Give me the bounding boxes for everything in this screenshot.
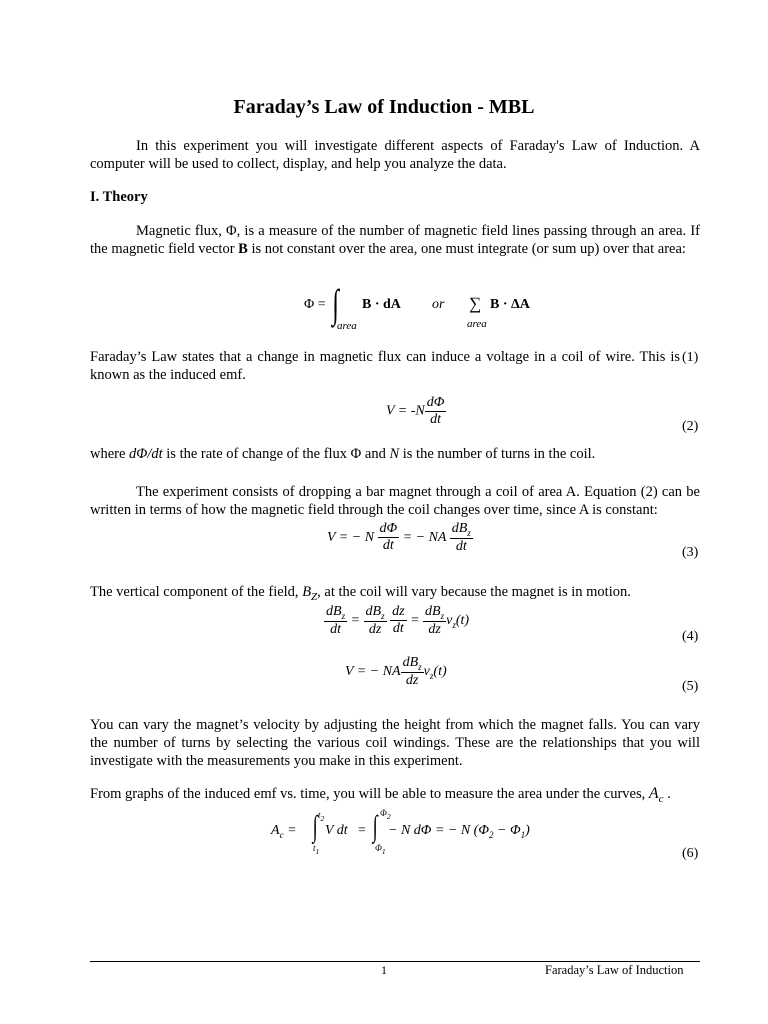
sum-sign: ∑ — [469, 294, 482, 313]
equation-5: V = − NA $\frac{dB_z}{dz}$ $v_z(t)$ — [345, 655, 447, 688]
integral-sign-2: ∫ — [372, 810, 378, 843]
footer-rule — [90, 961, 700, 962]
integral-2-lower: $\Phi_1$ — [375, 843, 386, 856]
equation-number-1: (1) — [682, 350, 699, 365]
vertical-component-paragraph: The vertical component of the field, $B_Z$, at the coil will vary because the magnet is in motion. — [90, 584, 631, 603]
section-heading-theory: I. Theory — [90, 189, 148, 205]
where-paragraph: where dΦ/dt is the rate of change of the flux Φ and N is the number of turns in the coil. — [90, 446, 596, 462]
faraday-paragraph: Faraday’s Law states that a change in magnetic flux can induce a voltage in a coil of wire. This is known as the induced emf. — [90, 349, 680, 383]
integral-1-upper: $t_2$ — [318, 810, 325, 823]
equation-number-3: (3) — [682, 545, 699, 560]
equation-1: Φ = — [304, 297, 326, 312]
graphs-paragraph: From graphs of the induced emf vs. time, you will be able to measure the area under the curves, $A_c$ . — [90, 785, 671, 805]
integral-2-body: − N dΦ = − N $(\Phi_2 - \Phi_1)$ — [388, 823, 530, 840]
integral-1-lower: $t_1$ — [313, 843, 320, 856]
or-text: or — [432, 297, 445, 312]
equation-2: V = -N $\frac{d\Phi}{dt}$ — [386, 395, 445, 427]
integral-1-body: V dt — [325, 823, 348, 838]
page-title: Faraday’s Law of Induction - MBL — [233, 96, 535, 118]
sum-term: B · ΔA — [490, 297, 530, 312]
vary-paragraph: You can vary the magnet’s velocity by adjusting the height from which the magnet falls. You can vary the number of turns by selecting the various coil windings. These are the relationships that you will investigate with the measurements you make in this experiment. — [90, 717, 700, 769]
integral-sign: ∫ — [332, 281, 339, 326]
page-number: 1 — [381, 963, 387, 977]
equation-6: $A_c$ = — [271, 823, 297, 840]
footer-title: Faraday’s Law of Induction — [545, 963, 684, 977]
integrand: B · dA — [362, 297, 401, 312]
equation-number-2: (2) — [682, 419, 699, 434]
experiment-paragraph: The experiment consists of dropping a bar magnet through a coil of area A. Equation (2) can be written in terms of how the magnetic field through the coil changes over time, since A is constant: — [90, 484, 700, 518]
sum-subscript: area — [467, 318, 487, 330]
equation-number-5: (5) — [682, 679, 699, 694]
theory-paragraph: Magnetic flux, Φ, is a measure of the number of magnetic field lines passing through an area. If the magnetic field vector B is not constant over the area, one must integrate (or sum up) over that area: — [90, 223, 700, 257]
equation-number-4: (4) — [682, 629, 699, 644]
equals-sign: = — [358, 823, 366, 838]
integral-2-upper: $\Phi_2$ — [380, 808, 391, 821]
integral-sign-1: ∫ — [312, 810, 318, 843]
intro-paragraph: In this experiment you will investigate different aspects of Faraday's Law of Induction. A computer will be used to collect, display, and help you analyze the data. — [90, 138, 700, 172]
equation-4: $\frac{dB_z}{dt}$ = $\frac{dB_z}{dz}$ $\frac{dz}{dt}$ = $\frac{dB_z}{dz}$ $v_z(t)$ — [326, 604, 470, 637]
integral-subscript: area — [337, 320, 357, 332]
equation-3: V = − N $\frac{d\Phi}{dt}$ = − NA $\frac{dB_z}{dt}$ — [327, 521, 471, 554]
equation-number-6: (6) — [682, 846, 699, 861]
